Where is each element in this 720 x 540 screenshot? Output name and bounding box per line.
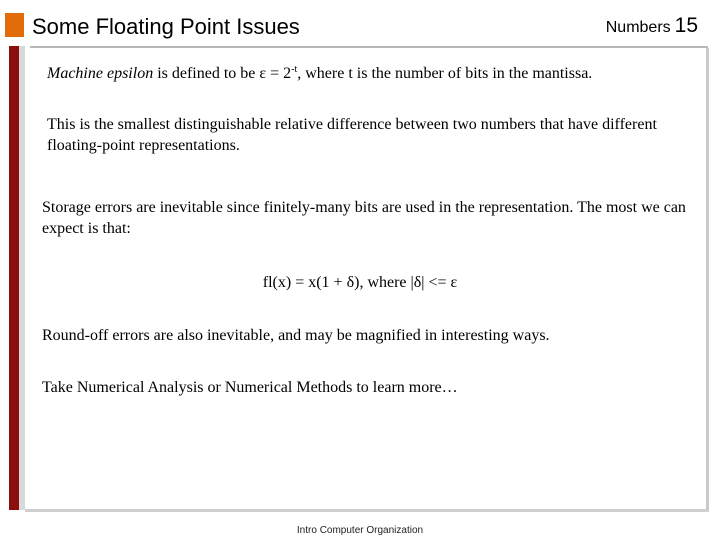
rounding-formula: fl(x) = x(1 + δ), where |δ| <= ε [262,274,458,291]
title-accent-square [5,13,24,37]
machine-epsilon-term: Machine epsilon [47,65,154,82]
slide-title: Some Floating Point Issues [32,14,300,39]
epsilon-exponent: -t [291,64,298,75]
storage-errors-paragraph: Storage errors are inevitable since finitely-many bits are used in the representation. The most we can expect is that: [42,199,686,237]
section-name: Numbers [605,19,671,36]
epsilon-explanation-paragraph: This is the smallest distinguishable relative difference between two numbers that have different floating-point representations. [47,116,657,154]
definition-text-b: , where t is the number of bits in the mantissa. [297,65,593,82]
machine-epsilon-definition [47,63,592,84]
header-section-label [606,14,698,38]
header-divider [30,46,708,48]
learn-more-paragraph: Take Numerical Analysis or Numerical Methods to learn more… [42,379,458,396]
content-frame-bottom-edge [25,509,709,512]
definition-text-a: is defined to be ε = 2 [153,65,292,82]
footer-course-name: Intro Computer Organization [296,525,424,536]
page-number: 15 [674,14,698,37]
round-off-errors-paragraph: Round-off errors are also inevitable, and may be magnified in interesting ways. [42,327,550,344]
